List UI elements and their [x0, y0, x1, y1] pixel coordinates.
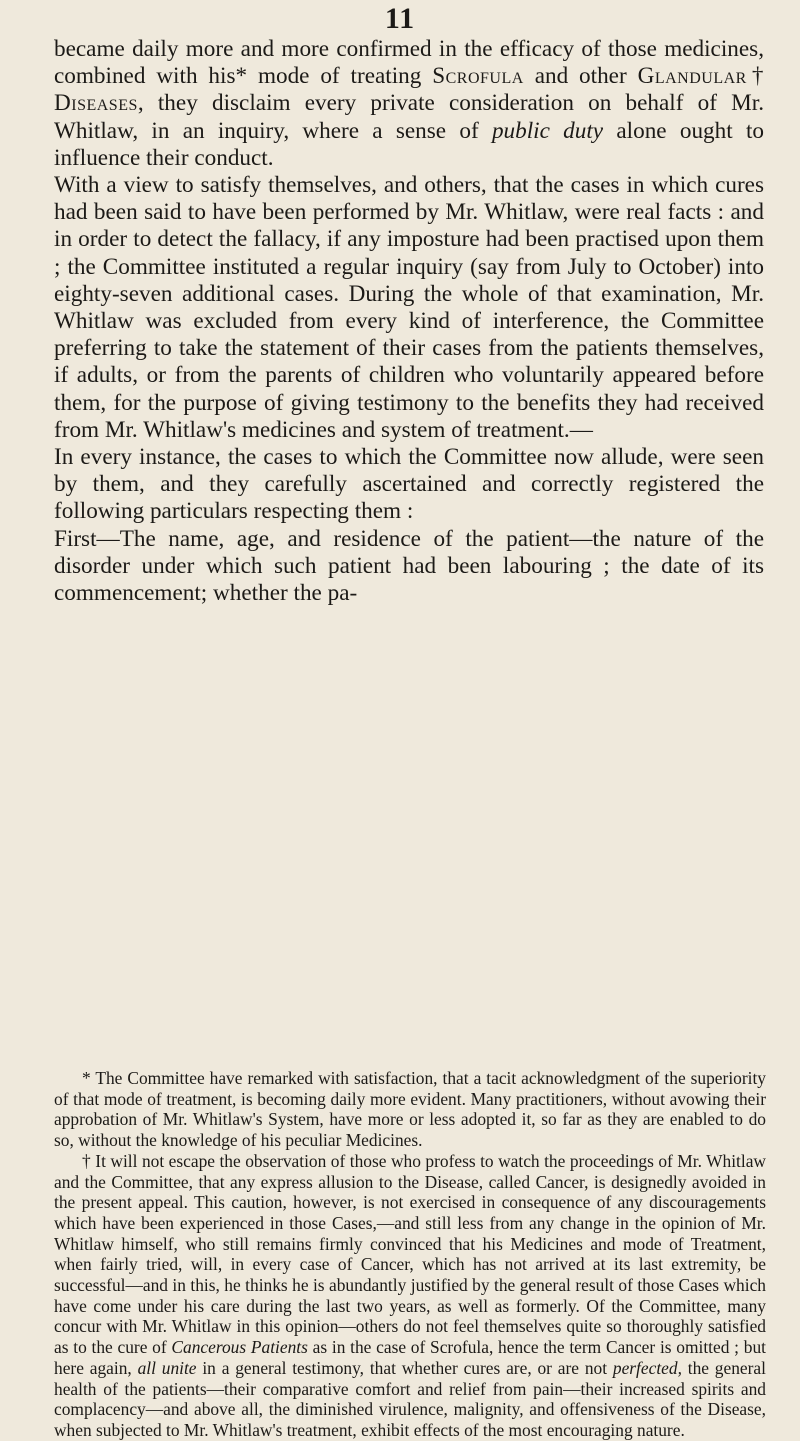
cancerous-patients-emphasis: Cancerous Patients — [171, 1337, 308, 1358]
paragraph-1-text-b: and other — [523, 63, 638, 90]
paragraph-3: In every instance, the cases to which the Committee now allude, were seen by them, and they carefully ascertained and correctly registered the following particulars respecting them : — [54, 444, 764, 525]
public-duty-emphasis: public duty — [491, 117, 604, 144]
perfected-emphasis: perfected, — [612, 1357, 682, 1378]
footnote-star: * The Committee have remarked with satisfaction, that a tacit acknowledgment of the superiority of that mode of treatment, is becoming daily more evident. Many practitioners, without avowing their approbation of Mr. Whitlaw's System, have more or less adopted it, so far as they are enabled to do so, without the knowledge of his peculiar Medicines. — [54, 1068, 766, 1151]
paragraph-1 — [54, 36, 764, 172]
page-number: 11 — [384, 2, 416, 35]
footnote-dagger-text-b: as in the case of Scrofula, hence the term Cancer is omitted ; but here again, — [54, 1337, 766, 1378]
scrofula-term: Scrofula — [432, 63, 524, 90]
glandular-diseases-term: Glandular† Diseases — [54, 63, 764, 117]
paragraph-1-text-c: , they disclaim every private consideration on behalf of Mr. Whitlaw, in an inquiry, where a sense of — [54, 90, 764, 144]
footnotes — [54, 1068, 766, 1441]
paragraph-4: First—The name, age, and residence of the patient—the nature of the disorder under which such patient had been labouring ; the date of its commencement; whether the pa- — [54, 525, 764, 607]
main-text — [54, 36, 764, 607]
footnote-dagger-text-d: the general health of the patients—their comparative comfort and relief from pain—their increased spirits and complacency—and above all, the diminished virulence, malignity, and offensiveness of the Disease, when subjected to Mr. Whitlaw's treatment, exhibit effects of the most encouraging nature. — [54, 1357, 766, 1440]
all-unite-emphasis: all unite — [137, 1357, 197, 1378]
paragraph-1-text-d: alone ought to influence their conduct. — [54, 117, 764, 171]
footnote-dagger-text-c: in a general testimony, that whether cures are, or are not — [196, 1357, 613, 1378]
footnote-dagger-text-a: † It will not escape the observation of those who profess to watch the proceedings of Mr. Whitlaw and the Committee, that any express allusion to the Disease, called Cancer, is designedly avoided in the present appeal. This caution, however, is not exercised in consequence of any discouragements which have been experienced in those Cases,—and still less from any change in the opinion of Mr. Whitlaw himself, who still remains firmly convinced that his Medicines and mode of Treatment, when fairly tried, will, in every case of Cancer, which has not arrived at its last extremity, be successful—and in this, he thinks he is abundantly justified by the general result of those Cases which have come under his care during the last two years, as well as formerly. Of the Committee, many concur with Mr. Whitlaw in this opinion—others do not feel themselves quite so thoroughly satisfied as to the cure of — [54, 1150, 766, 1358]
paragraph-1-text-a: became daily more and more confirmed in the efficacy of those medicines, combined with his* mode of treating — [54, 36, 764, 90]
paragraph-2: With a view to satisfy themselves, and others, that the cases in which cures had been said to have been performed by Mr. Whitlaw, were real facts : and in order to detect the fallacy, if any imposture had been practised upon them ; the Committee instituted a regular inquiry (say from July to October) into eighty-seven additional cases. During the whole of that examination, Mr. Whitlaw was excluded from every kind of interference, the Committee preferring to take the statement of their cases from the patients themselves, if adults, or from the parents of children who voluntarily appeared before them, for the purpose of giving testimony to the benefits they had received from Mr. Whitlaw's medicines and system of treatment.— — [54, 172, 764, 443]
footnote-dagger — [54, 1151, 766, 1441]
